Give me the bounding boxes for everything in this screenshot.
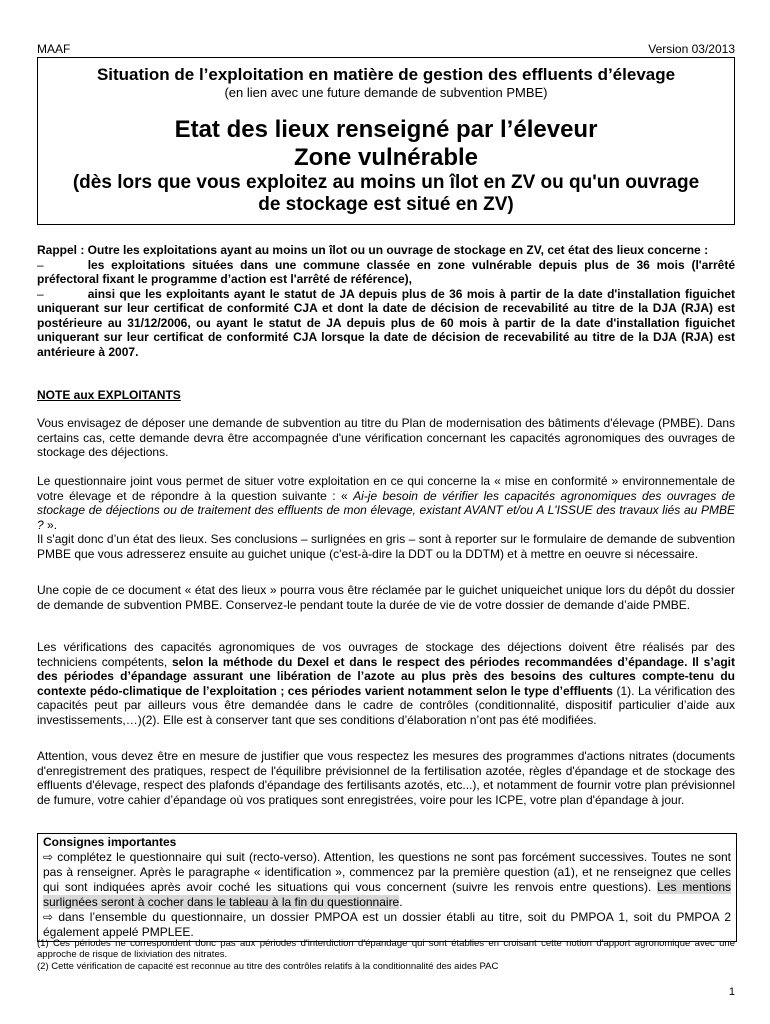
- title-main: Situation de l’exploitation en matière de gestion des effluents d’élevage: [96, 65, 676, 84]
- consignes-box: [37, 833, 737, 942]
- note-p4-end: (1). La vérification des capacités peut par ailleurs vous être demandée dans le cadre de contrôles (conditionnalité, dispositif particulier d’aide aux investissements,…)(2). Elle est à conserver tant que ses conditions d’élaboration n’ont pas été modifiées.: [37, 683, 735, 727]
- page-number: 1: [728, 986, 735, 998]
- consignes-item-2: [43, 910, 731, 940]
- note-paragraph-3: Une copie de ce document « état des lieux » pourra vous être réclamée par le guichet uniqueichet unique lors du dépôt du dossier de demande de subvention PMBE. Conservez-le pendant toute la durée de vie de votre dossier de demande d’aide PMBE.: [37, 583, 735, 612]
- note-p2-question: Ai-je besoin de vérifier les capacités agronomiques des ouvrages de stockage de déjections ou de traitement des effluents de mon élevage, existant AVANT et/ou A L'ISSUE des travaux liés au PMBE ?: [37, 488, 735, 532]
- header-org: MAAF: [37, 42, 71, 56]
- title-subtitle: (en lien avec une future demande de subvention PMBE): [224, 85, 548, 100]
- note-paragraph-4: [37, 640, 735, 727]
- note-heading: NOTE aux EXPLOITANTS: [37, 388, 181, 402]
- title-zone: Zone vulnérable: [293, 144, 479, 171]
- rappel-dash-2: –: [37, 286, 44, 301]
- consignes-item-1: [43, 850, 731, 910]
- title-heading: Etat des lieux renseigné par l’éleveur: [174, 116, 598, 143]
- note-paragraph-2: [37, 474, 735, 561]
- rappel-intro: : Outre les exploitations ayant au moins un îlot ou un ouvrage de stockage en ZV, cet état des lieux concerne :: [77, 243, 709, 257]
- consignes-item-1-text: complétez le questionnaire qui suit (recto-verso). Attention, les questions ne sont pas forcément successives. Toutes ne sont pas à renseigner. Après le paragraphe « identification », commencez par la première question (a1), et ne renseignez que celles qui sont indiquées après avoir coché les situations qui vous concernent (suivre les renvois entre questions).: [43, 850, 731, 894]
- arrow-right-icon: ⇨: [43, 850, 54, 864]
- footnote-1: (1) Ces périodes ne correspondent donc pas aux périodes d'interdiction d'épandage qui sont établies en croisant cette notion d'apport agronomique avec une approche de risque de lixiviation des nitrates.: [37, 938, 735, 960]
- rappel-item-1: les exploitations situées dans une commune classée en zone vulnérable depuis plus de 36 mois (l'arrêté préfectoral fixant le programme d’action est l'arrêté de référence),: [37, 257, 735, 286]
- note-paragraph-5: Attention, vous devez être en mesure de justifier que vous respectez les mesures des programmes d'actions nitrates (documents d'enregistrement des pratiques, respect de l'équilibre prévisionnel de la fertilisation azotée, règles d'épandage et de stockage des effluents d'élevage, respect des plafonds d'épandage des fertilisants azotés, etc...), et notamment de fournir votre plan prévisionnel de fumure, votre cahier d’épandage où vos pratiques sont enregistrées, voire pour les ICPE, votre plan d'épandage à jour.: [37, 749, 735, 807]
- consignes-highlight: Les mentions surlignées seront à cocher dans le tableau à la fin du questionnaire: [43, 880, 732, 909]
- note-p2-text: Le questionnaire joint vous permet de situer votre exploitation en ce qui concerne la « mise en conformité » environnementale de votre élevage et de répondre à la question suivante : «: [37, 474, 735, 503]
- arrow-right-icon: ⇨: [43, 910, 54, 924]
- note-paragraph-1: Vous envisagez de déposer une demande de subvention au titre du Plan de modernisation des bâtiments d'élevage (PMBE). Dans certains cas, cette demande devra être accompagnée d'une vérification concernant les capacités agronomiques des ouvrages de stockage des déjections.: [37, 416, 735, 459]
- consignes-item-1-end: .: [399, 895, 403, 909]
- rappel-label: Rappel: [37, 243, 78, 257]
- title-box: [37, 57, 735, 225]
- rappel-item-2: ainsi que les exploitants ayant le statut de JA depuis plus de 36 mois à partir de la date d'installation figuichet uniquerant sur leur certificat de conformité CJA et dont la date de décision de recevabilité au titre de la DJA (RJA) est postérieure au 31/12/2006, ou ayant le statut de JA depuis plus de 60 mois à partir de la date d'installation figuichet uniquerant sur leur certificat de conformité CJA lorsque la date de décision de recevabilité au titre de la DJA (RJA) est antérieure à 2007.: [37, 286, 735, 359]
- consignes-item-2-text: dans l’ensemble du questionnaire, un dossier PMPOA est un dossier établi au titre, soit du PMPOA 1, soit du PMPOA 2 également appelé PMPLEE.: [43, 910, 731, 939]
- note-p2-close: ».: [43, 517, 58, 532]
- title-condition: (dès lors que vous exploitez au moins un îlot en ZV ou qu'un ouvrage de stockage est situé en ZV): [72, 172, 700, 215]
- consignes-heading: Consignes importantes: [43, 835, 177, 849]
- rappel-dash-1: –: [37, 257, 44, 272]
- rappel-paragraph: [37, 243, 735, 359]
- header-version: Version 03/2013: [648, 42, 735, 56]
- note-p2-conclusion: Il s'agit donc d’un état des lieux. Ses conclusions – surlignées en gris – sont à reporter sur le formulaire de demande de subvention PMBE que vous adresserez ensuite au guichet unique (c'est-à-dire la DDT ou la DDTM) et à mettre en oeuvre si nécessaire.: [37, 532, 735, 561]
- note-p4-bold: selon la méthode du Dexel et dans le respect des périodes recommandées d’épandage. Il s’agit des périodes d’épandage assurant une libération de l’azote au plus près des besoins des cultures compte-tenu du contexte pédo-climatique de l’exploitation ; ces périodes varient notamment selon le type d’effluents: [37, 654, 735, 698]
- footnote-2: (2) Cette vérification de capacité est reconnue au titre des contrôles relatifs à la conditionnalité des aides PAC: [37, 961, 499, 972]
- note-p4-text: Les vérifications des capacités agronomiques de vos ouvrages de stockage des déjections doivent être réalisés par des techniciens compétents,: [37, 640, 735, 669]
